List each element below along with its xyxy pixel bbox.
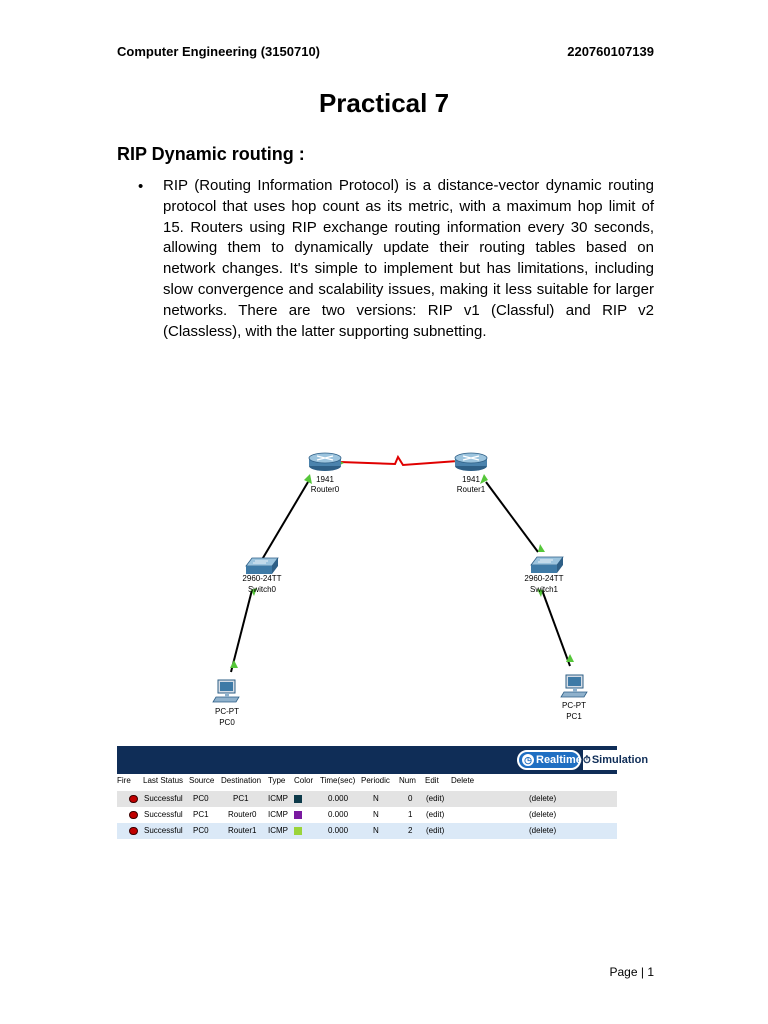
pdu-color-swatch [294, 811, 302, 819]
router1-model: 1941 [462, 475, 480, 484]
pc0-icon [213, 680, 239, 702]
col-delete: Delete [451, 776, 475, 785]
pdu-source: PC0 [193, 794, 209, 803]
simulation-label: Simulation [591, 754, 649, 766]
pdu-type: ICMP [268, 794, 288, 803]
pc1-icon [561, 675, 587, 697]
realtime-mode-button[interactable] [517, 750, 581, 770]
pc1-name: PC1 [566, 712, 582, 721]
pdu-destination: PC1 [233, 794, 249, 803]
port-up-indicators [230, 457, 574, 668]
pdu-delete-link[interactable]: (delete) [529, 826, 557, 835]
realtime-label: Realtime [536, 754, 582, 766]
pdu-status: Successful [144, 826, 183, 835]
switch0-model: 2960-24TT [242, 574, 282, 583]
pdu-time: 0.000 [328, 810, 349, 819]
simulation-mode-button[interactable] [583, 750, 649, 770]
footer-page-label: Page [609, 965, 638, 979]
mode-toolbar [117, 746, 649, 774]
ethernet-link-router0-switch0 [257, 482, 308, 568]
fire-pdu-icon[interactable] [129, 811, 138, 819]
pdu-periodic: N [373, 810, 379, 819]
header-course: Computer Engineering (3150710) [117, 44, 320, 59]
serial-link-router0-router1 [340, 457, 458, 465]
clock-icon: ◷ [522, 754, 534, 766]
pc0-name: PC0 [219, 718, 235, 727]
pdu-edit-link[interactable]: (edit) [426, 826, 445, 835]
pdu-color-swatch [294, 827, 302, 835]
ethernet-link-switch0-pc0 [231, 590, 252, 672]
pdu-destination: Router1 [228, 826, 257, 835]
pdu-edit-link[interactable]: (edit) [426, 794, 445, 803]
fire-pdu-icon[interactable] [129, 827, 138, 835]
page-footer [609, 965, 654, 979]
pdu-status: Successful [144, 810, 183, 819]
col-source: Source [189, 776, 215, 785]
router0-model: 1941 [316, 475, 334, 484]
pdu-num: 0 [408, 794, 413, 803]
header-enrollment: 220760107139 [567, 44, 654, 59]
col-edit: Edit [425, 776, 439, 785]
section-title: RIP Dynamic routing : [117, 144, 305, 164]
pdu-type: ICMP [268, 826, 288, 835]
col-color: Color [294, 776, 314, 785]
pdu-time: 0.000 [328, 826, 349, 835]
pdu-table-header [117, 776, 617, 789]
switch1-name: Switch1 [529, 585, 559, 594]
col-periodic: Periodic [361, 776, 390, 785]
col-fire: Fire [117, 776, 131, 785]
col-type: Type [268, 776, 286, 785]
pdu-delete-link[interactable]: (delete) [529, 810, 557, 819]
pdu-status: Successful [144, 794, 183, 803]
pdu-row[interactable] [117, 807, 617, 823]
router1-icon [455, 453, 487, 471]
switch1-model: 2960-24TT [524, 574, 564, 583]
pdu-periodic: N [373, 826, 379, 835]
col-num: Num [399, 776, 416, 785]
router0-icon [309, 453, 341, 471]
pdu-color-swatch [294, 795, 302, 803]
pdu-destination: Router0 [228, 810, 257, 819]
bullet-dot: • [138, 178, 144, 195]
pdu-type: ICMP [268, 810, 288, 819]
pdu-time: 0.000 [328, 794, 349, 803]
pc1-model: PC-PT [562, 701, 586, 710]
pdu-delete-link[interactable]: (delete) [529, 794, 557, 803]
col-destination: Destination [221, 776, 262, 785]
footer-page-number: 1 [647, 965, 654, 979]
pdu-row[interactable] [117, 791, 617, 807]
col-last-status: Last Status [143, 776, 184, 785]
pdu-num: 1 [408, 810, 413, 819]
ethernet-link-switch1-pc1 [542, 590, 570, 666]
pdu-num: 2 [408, 826, 413, 835]
pdu-list-panel [117, 746, 649, 842]
stopwatch-icon: ⏱ [583, 755, 591, 766]
switch0-name: Switch0 [247, 585, 277, 594]
pdu-source: PC0 [193, 826, 209, 835]
bullet-text: RIP (Routing Information Protocol) is a distance-vector dynamic routing protocol that uses hop count as its metric, with a maximum hop limit of 15. Routers using RIP exchange routing information every 30 seconds, allowing them to dynamically update their routing tables based on network changes. It's simple to implement but has limitations, including slow convergence and scalability issues, making it less suitable for larger networks. There are two versions: RIP v1 (Classful) and RIP v2 (Classless), with the latter supporting subnetting. [163, 177, 654, 340]
footer-separator: | [640, 965, 644, 979]
pdu-periodic: N [373, 794, 379, 803]
router1-name: Router1 [456, 485, 486, 494]
switch1-icon [531, 557, 563, 573]
fire-pdu-icon[interactable] [129, 795, 138, 803]
pdu-row[interactable] [117, 823, 617, 839]
col-time: Time(sec) [320, 776, 356, 785]
router0-name: Router0 [310, 485, 340, 494]
ethernet-link-router1-switch1 [486, 482, 538, 552]
pdu-source: PC1 [193, 810, 209, 819]
switch0-icon [246, 558, 278, 574]
pc0-model: PC-PT [215, 707, 239, 716]
page-title: Practical 7 [318, 88, 450, 118]
pdu-edit-link[interactable]: (edit) [426, 810, 445, 819]
